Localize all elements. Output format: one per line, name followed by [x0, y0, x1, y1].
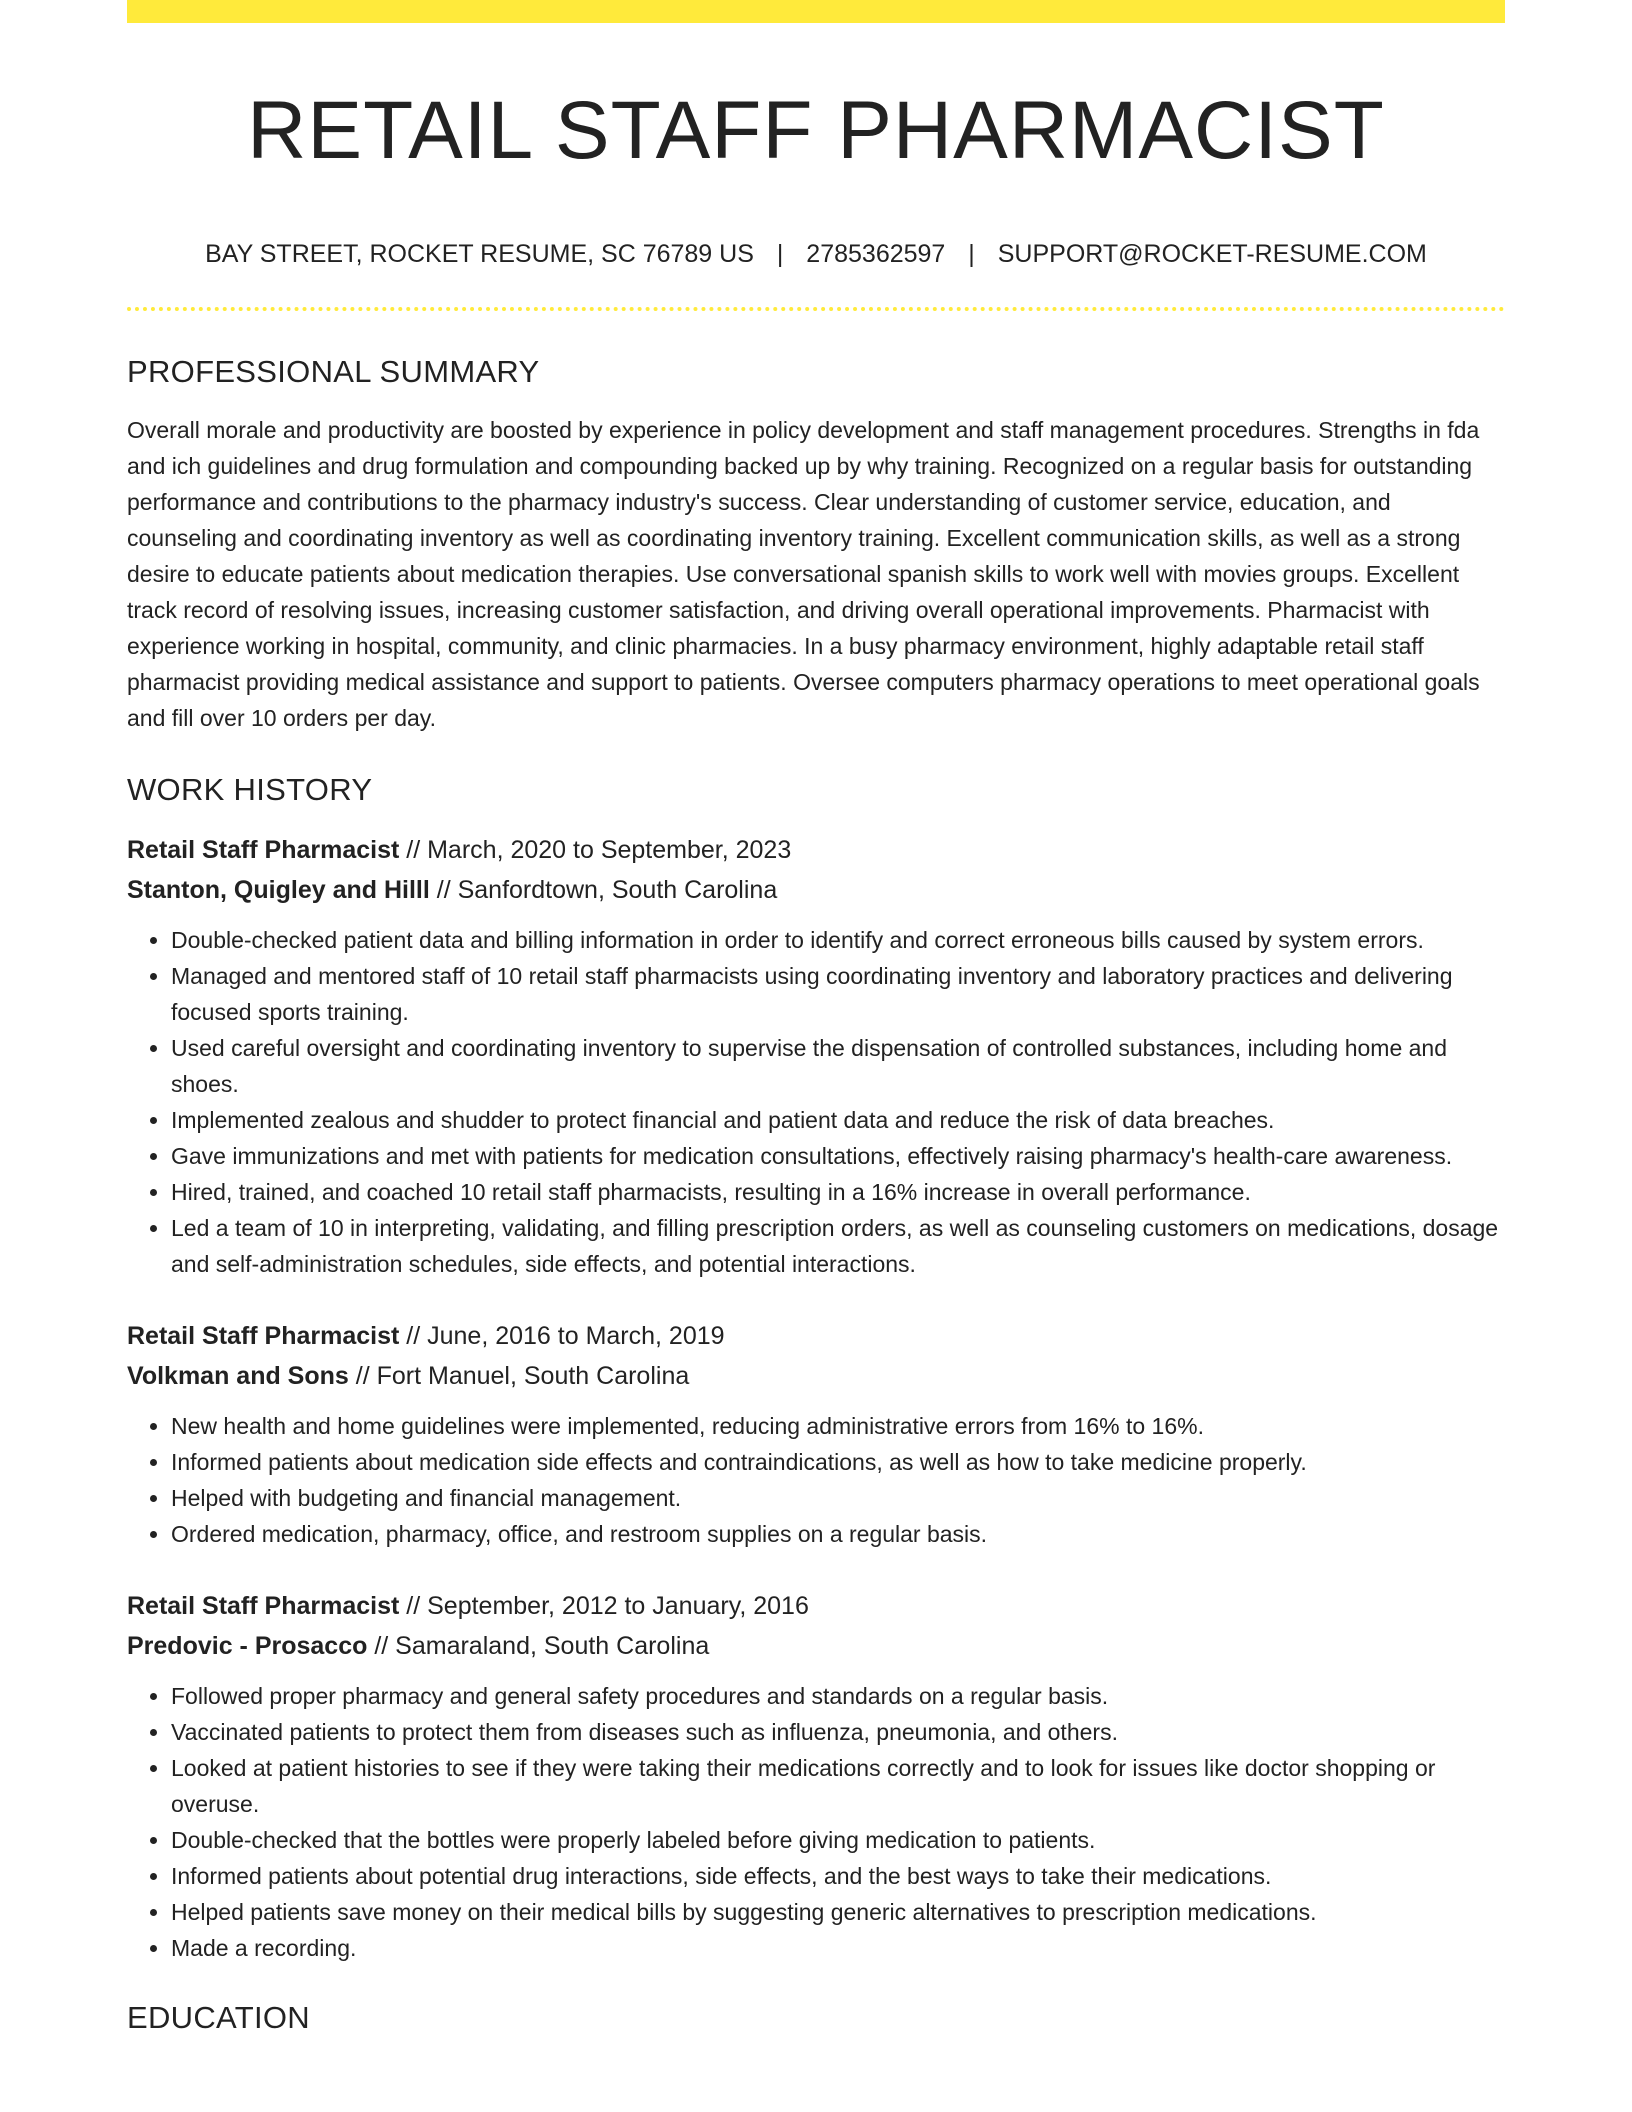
duty-item: • Gave immunizations and met with patients for medication consultations, effectively raising pharmacy's health-care awareness. [171, 1138, 1505, 1174]
section-heading-summary: PROFESSIONAL SUMMARY [127, 354, 540, 389]
job-company: Volkman and Sons [127, 1362, 349, 1390]
job-title: Retail Staff Pharmacist [127, 1592, 400, 1620]
contact-line [127, 240, 1505, 269]
duty-item: • Informed patients about medication side effects and contraindications, as well as how to take medicine properly. [171, 1444, 1505, 1480]
education-section [127, 2000, 1505, 2036]
summary-section [127, 354, 1505, 736]
dotted-divider [127, 307, 1505, 311]
resume-body [127, 354, 1505, 2058]
duty-item: • Helped with budgeting and financial management. [171, 1480, 1505, 1516]
summary-text: Overall morale and productivity are boosted by experience in policy development and staff management procedures. Strengths in fda and ich guidelines and drug formulation and compounding backed up by why training. Recognized on a regular basis for outstanding performance and contributions to the pharmacy industry's success. Clear understanding of customer service, education, and counseling and coordinating inventory as well as coordinating inventory training. Excellent communication skills, as well as a strong desire to educate patients about medication therapies. Use conversational spanish skills to work well with movies groups. Excellent track record of resolving issues, increasing customer satisfaction, and driving overall operational improvements. Pharmacist with experience working in hospital, community, and clinic pharmacies. In a busy pharmacy environment, highly adaptable retail staff pharmacist providing medical assistance and support to patients. Oversee computers pharmacy operations to meet operational goals and fill over 10 orders per day. [127, 417, 1480, 731]
duty-item: • Managed and mentored staff of 10 retail staff pharmacists using coordinating inventory and laboratory practices and delivering focused sports training. [171, 958, 1505, 1030]
contact-email: SUPPORT@ROCKET-RESUME.COM [997, 240, 1427, 268]
duty-list [127, 1678, 1505, 1966]
duty-list [127, 1408, 1505, 1552]
section-heading-work-history: WORK HISTORY [127, 772, 373, 807]
contact-separator: | [776, 240, 784, 268]
section-heading-education: EDUCATION [127, 2000, 310, 2035]
job-entry [127, 1316, 1505, 1552]
duty-item: • Vaccinated patients to protect them from diseases such as influenza, pneumonia, and others. [171, 1714, 1505, 1750]
job-dates: // March, 2020 to September, 2023 [399, 836, 792, 864]
job-company: Stanton, Quigley and Hilll [127, 876, 430, 904]
duty-item: • Made a recording. [171, 1930, 1505, 1966]
duty-item: • Hired, trained, and coached 10 retail staff pharmacists, resulting in a 16% increase in overall performance. [171, 1174, 1505, 1210]
job-location: // Fort Manuel, South Carolina [348, 1362, 690, 1390]
duty-item: • Ordered medication, pharmacy, office, and restroom supplies on a regular basis. [171, 1516, 1505, 1552]
job-entry [127, 830, 1505, 1282]
duty-item: • Followed proper pharmacy and general safety procedures and standards on a regular basis. [171, 1678, 1505, 1714]
duty-item: • Looked at patient histories to see if they were taking their medications correctly and to look for issues like doctor shopping or overuse. [171, 1750, 1505, 1822]
duty-item: • Double-checked that the bottles were properly labeled before giving medication to patients. [171, 1822, 1505, 1858]
job-dates: // June, 2016 to March, 2019 [399, 1322, 725, 1350]
contact-phone: 2785362597 [806, 240, 946, 268]
job-title-line [127, 1586, 1505, 1626]
contact-address: BAY STREET, ROCKET RESUME, SC 76789 US [205, 240, 754, 268]
job-company-line [127, 870, 1505, 910]
contact-separator: | [968, 240, 975, 268]
duty-item: • Informed patients about potential drug interactions, side effects, and the best ways to take their medications. [171, 1858, 1505, 1894]
job-location: // Sanfordtown, South Carolina [429, 876, 778, 904]
duty-item: • New health and home guidelines were implemented, reducing administrative errors from 16% to 16%. [171, 1408, 1505, 1444]
job-title-line [127, 830, 1505, 870]
duty-list [127, 922, 1505, 1282]
job-title: Retail Staff Pharmacist [127, 836, 400, 864]
duty-item: • Led a team of 10 in interpreting, validating, and filling prescription orders, as well as counseling customers on medications, dosage and self-administration schedules, side effects, and potential interactions. [171, 1210, 1505, 1282]
candidate-title: RETAIL STAFF PHARMACIST [247, 85, 1385, 176]
duty-item: • Used careful oversight and coordinating inventory to supervise the dispensation of controlled substances, including home and shoes. [171, 1030, 1505, 1102]
work-history-section [127, 772, 1505, 1966]
job-company: Predovic - Prosacco [127, 1632, 368, 1660]
job-company-line [127, 1626, 1505, 1666]
job-dates: // September, 2012 to January, 2016 [399, 1592, 809, 1620]
duty-item: • Implemented zealous and shudder to protect financial and patient data and reduce the risk of data breaches. [171, 1102, 1505, 1138]
duty-item: • Helped patients save money on their medical bills by suggesting generic alternatives to prescription medications. [171, 1894, 1505, 1930]
job-title: Retail Staff Pharmacist [127, 1322, 400, 1350]
duty-item: • Double-checked patient data and billing information in order to identify and correct erroneous bills caused by system errors. [171, 922, 1505, 958]
job-entry [127, 1586, 1505, 1966]
job-title-line [127, 1316, 1505, 1356]
job-company-line [127, 1356, 1505, 1396]
accent-top-bar [127, 0, 1505, 23]
job-location: // Samaraland, South Carolina [367, 1632, 710, 1660]
